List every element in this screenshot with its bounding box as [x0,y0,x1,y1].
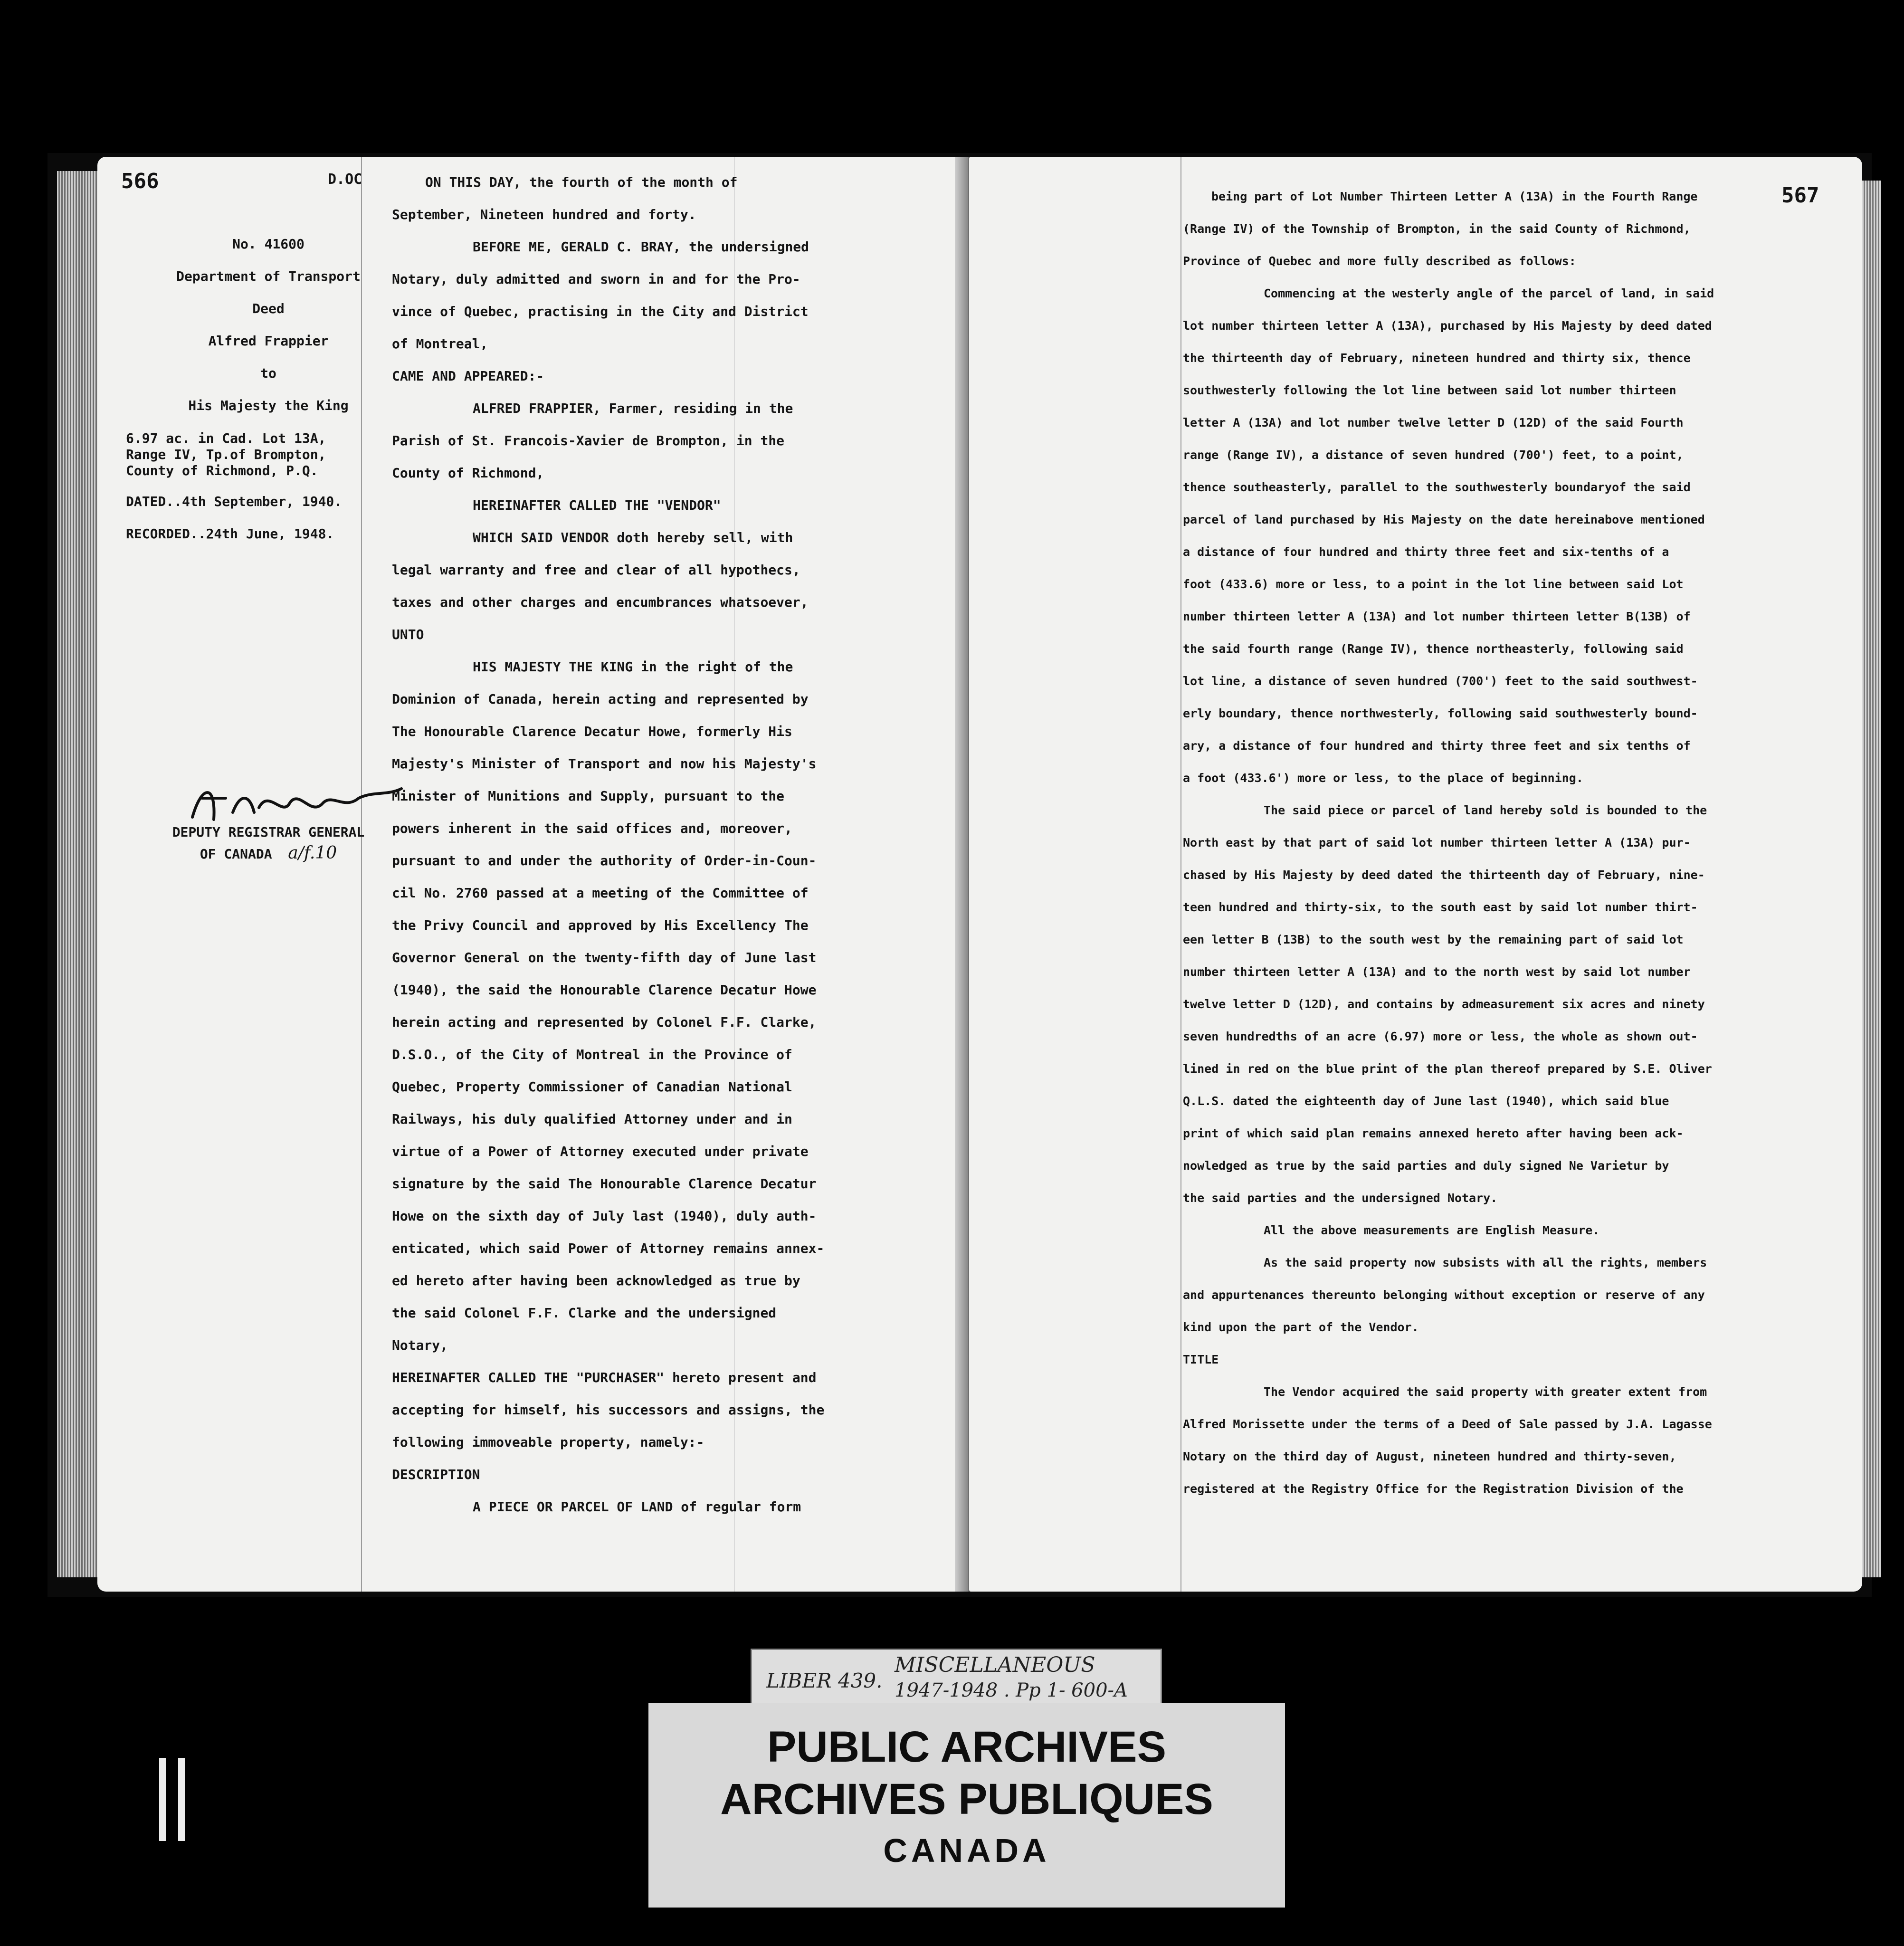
property-line-2: Range IV, Tp.of Brompton, [126,447,326,462]
text-line: UNTO [392,627,424,642]
text-line: HIS MAJESTY THE KING in the right of the [473,659,793,675]
text-line: September, Nineteen hundred and forty. [392,207,696,222]
text-line: southwesterly following the lot line between said lot number thirteen [1183,383,1676,397]
text-line: Commencing at the westerly angle of the parcel of land, in said [1264,286,1714,300]
text-line: BEFORE ME, GERALD C. BRAY, the undersigned [473,239,809,255]
text-line: nowledged as true by the said parties and duly signed Ne Varietur by [1183,1159,1669,1173]
text-line: ON THIS DAY, the fourth of the month of [425,174,738,190]
text-line: All the above measurements are English Measure. [1264,1223,1600,1237]
text-line: WHICH SAID VENDOR doth hereby sell, with [473,530,793,545]
text-line: signature by the said The Honourable Clarence Decatur [392,1176,817,1192]
text-line: (Range IV) of the Township of Brompton, in the said County of Richmond, [1183,222,1691,236]
to-label: to [260,365,276,381]
text-line: being part of Lot Number Thirteen Letter A (13A) in the Fourth Range [1211,190,1698,203]
text-line: letter A (13A) and lot number twelve letter D (12D) of the said Fourth [1183,416,1684,429]
text-line: DESCRIPTION [392,1467,480,1482]
text-line: Parish of St. Francois-Xavier de Brompton, in the [392,433,785,448]
page-number: 566 [121,169,159,193]
text-line: lot line, a distance of seven hundred (700') feet to the said southwest- [1183,674,1698,688]
text-line: HEREINAFTER CALLED THE "PURCHASER" hereto present and [392,1370,817,1385]
text-line: the thirteenth day of February, nineteen hundred and thirty six, thence [1183,351,1691,365]
text-line: As the said property now subsists with all the rights, members [1264,1256,1707,1269]
text-line: the said parties and the undersigned Notary. [1183,1191,1498,1205]
left-page-body [392,166,919,1523]
right-page-body [1183,181,1781,1505]
deputy-line-2: OF CANADA [200,846,272,862]
text-line: Alfred Morissette under the terms of a Deed of Sale passed by J.A. Lagasse [1183,1417,1712,1431]
text-line: the said Colonel F.F. Clarke and the undersigned [392,1305,777,1321]
text-line: accepting for himself, his successors and assigns, the [392,1402,825,1418]
text-line: seven hundredths of an acre (6.97) more or less, the whole as shown out- [1183,1030,1698,1043]
text-line: enticated, which said Power of Attorney remains annex- [392,1240,825,1256]
recorded-line: RECORDED..24th June, 1948. [126,526,334,542]
text-line: Dominion of Canada, herein acting and represented by [392,691,809,707]
text-line: The Honourable Clarence Decatur Howe, formerly His [392,724,792,739]
text-line: Railways, his duly qualified Attorney under and in [392,1111,792,1127]
text-line: a foot (433.6') more or less, to the place of beginning. [1183,771,1583,785]
text-line: teen hundred and thirty-six, to the south east by said lot number thirt- [1183,900,1698,914]
text-line: chased by His Majesty by deed dated the thirteenth day of February, nine- [1183,868,1705,882]
text-line: lined in red on the blue print of the plan thereof prepared by S.E. Oliver [1183,1062,1712,1076]
text-line: North east by that part of said lot number thirteen letter A (13A) pur- [1183,836,1691,849]
deed-type: Deed [252,301,285,316]
margin-notes [126,228,411,550]
text-line: number thirteen letter A (13A) and lot number thirteen letter B(13B) of [1183,610,1691,623]
text-line: twelve letter D (12D), and contains by admeasurement six acres and ninety [1183,997,1705,1011]
liber-label [751,1649,1162,1708]
text-line: the said fourth range (Range IV), thence northeasterly, following said [1183,642,1684,656]
text-line: TITLE [1183,1353,1219,1366]
text-line: registered at the Registry Office for the Registration Division of the [1183,1482,1684,1496]
liber-range: 1947-1948 . Pp 1- 600-A [895,1679,1128,1701]
text-line: een letter B (13B) to the south west by the remaining part of said lot [1183,933,1684,946]
archives-line-2: ARCHIVES PUBLIQUES [720,1775,1213,1823]
text-line: Majesty's Minister of Transport and now his Majesty's [392,756,817,772]
text-line: kind upon the part of the Vendor. [1183,1320,1419,1334]
text-line: following immoveable property, namely:- [392,1434,704,1450]
text-line: thence southeasterly, parallel to the southwesterly boundaryof the said [1183,480,1691,494]
text-line: Notary, [392,1337,448,1353]
grantee: His Majesty the King [188,398,349,413]
department: Department of Transport [176,268,361,284]
text-line: cil No. 2760 passed at a meeting of the Committee of [392,885,809,901]
text-line: County of Richmond, [392,465,544,481]
deputy-registrar-block [126,822,411,865]
liber-number: LIBER 439. [766,1669,883,1692]
text-line: Governor General on the twenty-fifth day of June last [392,950,817,965]
page-number: 567 [1781,183,1819,208]
left-page [97,157,967,1592]
text-line: taxes and other charges and encumbrances whatsoever, [392,594,809,610]
text-line: virtue of a Power of Attorney executed under private [392,1144,809,1159]
dated-line: DATED..4th September, 1940. [126,494,343,509]
text-line: Quebec, Property Commissioner of Canadian National [392,1079,792,1095]
text-line: range (Range IV), a distance of seven hundred (700') feet, to a point, [1183,448,1684,462]
text-line: foot (433.6) more or less, to a point in the lot line between said Lot [1183,577,1684,591]
text-line: Howe on the sixth day of July last (1940), duly auth- [392,1208,817,1224]
folio-code: D.OC [328,171,362,188]
text-line: Minister of Munitions and Supply, pursuant to the [392,788,785,804]
public-archives-stamp [648,1703,1285,1908]
text-line: powers inherent in the said offices and, moreover, [392,820,792,836]
text-line: parcel of land purchased by His Majesty on the date hereinabove mentioned [1183,513,1705,526]
text-line: legal warranty and free and clear of all hypothecs, [392,562,800,578]
text-line: Notary, duly admitted and sworn in and for the Pro- [392,271,800,287]
margin-rule [1180,157,1181,1592]
page-edges-right [1862,181,1881,1577]
text-line: erly boundary, thence northwesterly, following said southwesterly bound- [1183,706,1698,720]
text-line: The said piece or parcel of land hereby sold is bounded to the [1264,803,1707,817]
text-line: vince of Quebec, practising in the City and District [392,304,809,319]
text-line: of Montreal, [392,336,488,352]
film-frame-mark [159,1758,166,1841]
deputy-line-1: DEPUTY REGISTRAR GENERAL [172,824,365,840]
property-line-3: County of Richmond, P.Q. [126,463,318,478]
text-line: print of which said plan remains annexed hereto after having been ack- [1183,1126,1684,1140]
text-line: A PIECE OR PARCEL OF LAND of regular form [473,1499,801,1515]
text-line: lot number thirteen letter A (13A), purchased by His Majesty by deed dated [1183,319,1712,333]
page-edges-left [57,171,100,1577]
text-line: Notary on the third day of August, nineteen hundred and thirty-seven, [1183,1450,1676,1463]
property-line-1: 6.97 ac. in Cad. Lot 13A, [126,430,326,446]
text-line: ALFRED FRAPPIER, Farmer, residing in the [473,401,793,416]
archives-line-3: CANADA [883,1832,1050,1869]
text-line: herein acting and represented by Colonel F.F. Clarke, [392,1014,817,1030]
text-line: number thirteen letter A (13A) and to the north west by said lot number [1183,965,1691,979]
text-line: Province of Quebec and more fully described as follows: [1183,254,1576,268]
text-line: (1940), the said the Honourable Clarence Decatur Howe [392,982,817,998]
right-page [969,157,1862,1592]
text-line: pursuant to and under the authority of Order-in-Coun- [392,853,817,868]
archives-line-1: PUBLIC ARCHIVES [767,1723,1166,1771]
text-line: The Vendor acquired the said property with greater extent from [1264,1385,1707,1399]
text-line: a distance of four hundred and thirty three feet and six-tenths of a [1183,545,1669,559]
text-line: Q.L.S. dated the eighteenth day of June last (1940), which said blue [1183,1094,1669,1108]
initials: a/f.10 [288,843,337,863]
text-line: HEREINAFTER CALLED THE "VENDOR" [473,497,721,513]
text-line: the Privy Council and approved by His Excellency The [392,917,809,933]
film-frame-mark [178,1758,185,1841]
grantor: Alfred Frappier [208,333,329,349]
text-line: CAME AND APPEARED:- [392,368,544,384]
text-line: D.S.O., of the City of Montreal in the Province of [392,1047,792,1062]
liber-category: MISCELLANEOUS [895,1653,1095,1677]
deed-number: No. 41600 [232,236,305,252]
text-line: and appurtenances thereunto belonging without exception or reserve of any [1183,1288,1705,1302]
text-line: ed hereto after having been acknowledged as true by [392,1273,800,1288]
text-line: ary, a distance of four hundred and thirty three feet and six tenths of [1183,739,1691,753]
